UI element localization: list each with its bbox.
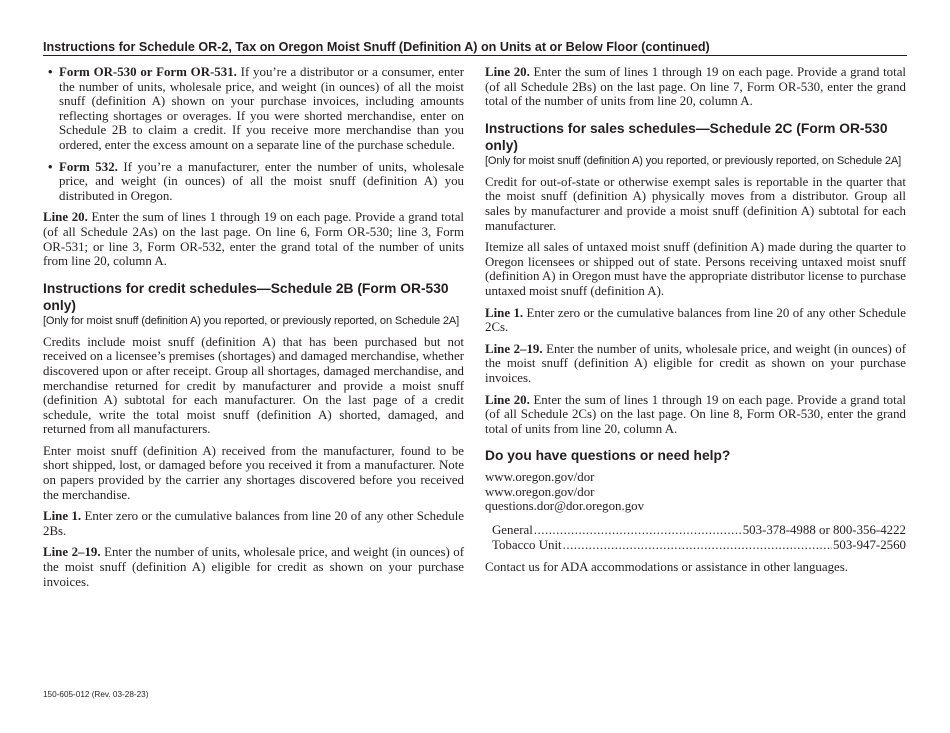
line2-19-paragraph xyxy=(43,545,464,589)
line-label: Line 20. xyxy=(485,392,530,407)
line-text: Enter the sum of lines 1 through 19 on each page. Provide a grand total (of all Schedule 2Cs) on the last page. On line 8, Form OR-530, enter the grand total of units from line 20, column A. xyxy=(485,392,907,436)
line-label: Line 20. xyxy=(43,210,88,225)
sales-schedules-heading: Instructions for sales schedules—Schedule 2C (Form OR-530 only) xyxy=(485,120,888,153)
line-label: Line 1. xyxy=(43,509,82,524)
list-item xyxy=(43,160,464,204)
email-link[interactable]: questions.dor@dor.oregon.gov xyxy=(485,499,645,514)
bullet-label: Form 532. xyxy=(59,159,118,174)
website-link[interactable]: www.oregon.gov/dor xyxy=(485,470,595,485)
contact-row-general xyxy=(492,523,906,538)
website-link[interactable]: www.oregon.gov/dor xyxy=(485,484,595,499)
ada-note: Contact us for ADA accommodations or assistance in other languages. xyxy=(485,560,849,575)
list-item xyxy=(43,65,464,153)
line20-paragraph xyxy=(485,65,906,109)
contact-list xyxy=(492,523,906,552)
bullet-text: If you’re a distributor or a consumer, enter the number of units, wholesale price, and weight (in ounces) of all the moist snuff (definition A) shown on your purchase invoices, including amounts reflecting shortages or overages. If you were shorted merchandise, enter on Schedule 2B to claim a credit. If you receive more merchandise than you ordered, enter the excess amount on a separate line of the purchase schedule. xyxy=(59,65,464,152)
help-links xyxy=(485,470,906,514)
bullet-text: If you’re a manufacturer, enter the number of units, wholesale price, and weight (in ounces) of all the moist snuff (definition A) you distributed in Oregon. xyxy=(59,159,464,203)
credit-paragraph-2: Enter moist snuff (definition A) received from the manufacturer, found to be short shipped, lost, or damaged before you received it from a manufacturer. Note on papers provided by the carrier any shortages discovered before you received the merchandise. xyxy=(43,443,464,502)
dot-leader xyxy=(534,523,742,538)
line-text: Enter the sum of lines 1 through 19 on each page. Provide a grand total (of all Schedule 2Bs) on the last page. On line 7, Form OR-530, enter the grand total of the number of units from line 20, column A. xyxy=(485,65,907,109)
help-heading: Do you have questions or need help? xyxy=(485,448,731,464)
sales-paragraph-1: Credit for out-of-state or otherwise exempt sales is reportable in the quarter that the moist snuff (definition A) physically moves from a distributor. Group all sales by manufacturer and provide a moist snuff (definition A) subtotal for each manufacturer. xyxy=(485,174,906,233)
line-text: Enter the number of units, wholesale price, and weight (in ounces) of the moist snuff (definition A) eligible for credit as shown on your purchase invoices. xyxy=(43,545,464,589)
line20-paragraph xyxy=(485,393,906,437)
line-label: Line 20. xyxy=(485,65,530,79)
contact-phone[interactable]: 503-947-2560 xyxy=(832,537,906,552)
contact-name: General xyxy=(492,523,533,538)
credit-paragraph-1: Credits include moist snuff (definition A) that has been purchased but not received on a licensee’s premises (shortages) and damaged merchandise, whether discovered upon or after receipt. Group all shortages, damaged merchandise, and merchandise returned for credit by manufacturer and provide a moist snuff (definition A) subtotal for each manufacturer. On the last page of a credit schedule, write the total moist snuff (definition A) shorted, damaged, and returned from all manufacturers. xyxy=(43,334,464,437)
sales-schedules-note: [Only for moist snuff (definition A) you reported, or previously reported, on Schedule 2A] xyxy=(485,154,902,167)
credit-schedules-note: [Only for moist snuff (definition A) you reported, or previously reported, on Schedule 2A] xyxy=(43,314,460,327)
page-title: Instructions for Schedule OR-2, Tax on Oregon Moist Snuff (Definition A) on Units at or Below Floor (continued) xyxy=(43,40,907,56)
bullet-label: Form OR-530 or Form OR-531. xyxy=(59,65,237,79)
line1-paragraph xyxy=(485,306,906,335)
form-bullet-list xyxy=(43,65,464,203)
line20-paragraph xyxy=(43,210,464,268)
right-column xyxy=(485,65,906,582)
sales-paragraph-2: Itemize all sales of untaxed moist snuff (definition A) made during the quarter to Oregon licensees or shipped out of state. Persons receiving untaxed moist snuff (definition A) in Oregon must have the appropriate distributor license to purchase untaxed moist snuff (definition A). xyxy=(485,240,906,298)
line-text: Enter the number of units, wholesale price, and weight (in ounces) of the moist snuff (definition A) eligible for credit as shown on your purchase invoices. xyxy=(485,341,906,385)
left-column xyxy=(43,65,464,596)
line-text: Enter zero or the cumulative balances from line 20 of any other Schedule 2Bs. xyxy=(43,509,464,538)
contact-row-tobacco-unit xyxy=(492,538,906,553)
contact-name: Tobacco Unit xyxy=(492,537,562,552)
line2-19-paragraph xyxy=(485,342,906,386)
line-label: Line 1. xyxy=(485,305,524,320)
line-label: Line 2–19. xyxy=(43,545,101,560)
credit-schedules-heading: Instructions for credit schedules—Schedule 2B (Form OR-530 only) xyxy=(43,280,449,313)
contact-phone[interactable]: 503-378-4988 or 800-356-4222 xyxy=(742,523,906,538)
line1-paragraph xyxy=(43,509,464,538)
dot-leader xyxy=(563,538,832,553)
line-text: Enter the sum of lines 1 through 19 on each page. Provide a grand total (of all Schedule 2As) on the last page. On line 6, Form OR-530; line 3, Form OR-531; or line 3, Form OR-532, enter the grand total of the number of units from line 20, column A. xyxy=(43,210,465,269)
form-revision-code: 150-605-012 (Rev. 03-28-23) xyxy=(43,690,149,699)
line-label: Line 2–19. xyxy=(485,341,543,356)
line-text: Enter zero or the cumulative balances from line 20 of any other Schedule 2Cs. xyxy=(485,305,906,335)
